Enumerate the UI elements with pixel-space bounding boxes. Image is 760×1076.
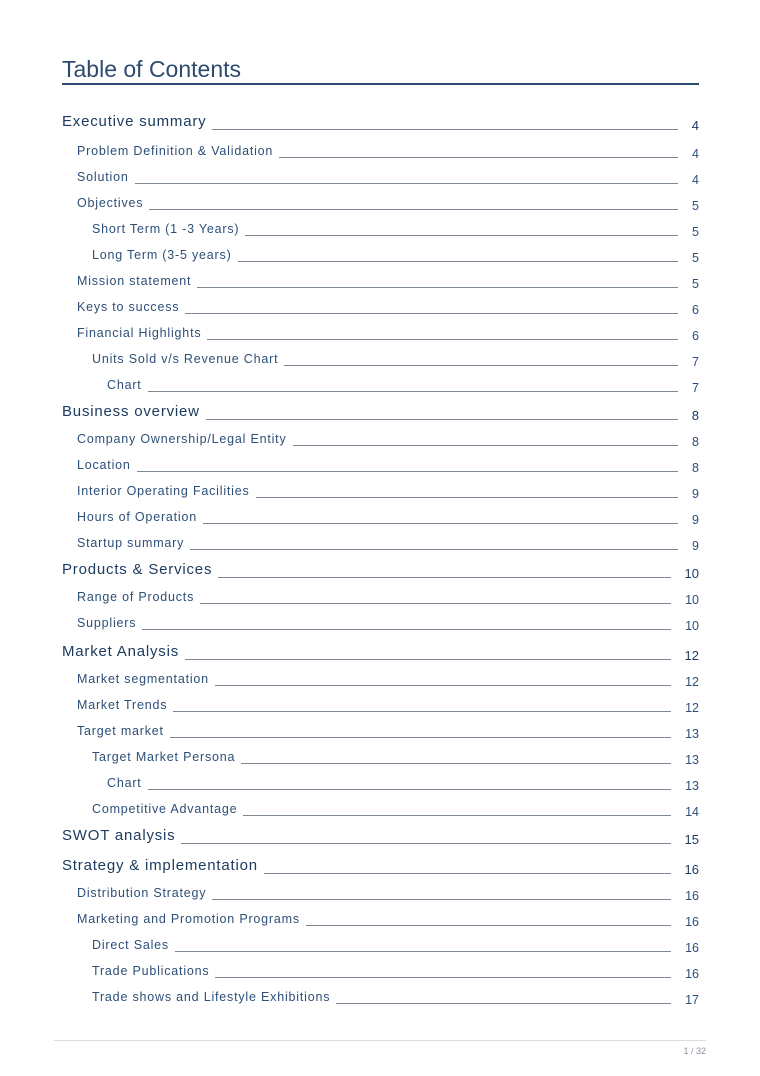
toc-page-number: 4 xyxy=(692,147,699,161)
toc-page-number: 16 xyxy=(685,889,699,903)
toc-leader-line xyxy=(241,763,671,764)
page-indicator: 1 / 32 xyxy=(683,1046,706,1056)
toc-entry[interactable] xyxy=(0,561,760,581)
toc-page-number: 7 xyxy=(692,355,699,369)
toc-entry[interactable] xyxy=(0,827,760,847)
toc-entry[interactable] xyxy=(0,857,760,877)
toc-entry[interactable] xyxy=(0,987,760,1007)
toc-leader-line xyxy=(238,261,678,262)
title-underline xyxy=(62,83,699,85)
toc-entry[interactable] xyxy=(0,455,760,475)
toc-page-number: 10 xyxy=(685,593,699,607)
toc-leader-line xyxy=(190,549,678,550)
toc-page-number: 13 xyxy=(685,727,699,741)
toc-entry[interactable] xyxy=(0,643,760,663)
toc-entry-label: Interior Operating Facilities xyxy=(77,484,250,498)
toc-entry[interactable] xyxy=(0,271,760,291)
toc-entry[interactable] xyxy=(0,721,760,741)
toc-page-number: 10 xyxy=(685,619,699,633)
toc-leader-line xyxy=(206,419,678,420)
toc-entry-label: Trade shows and Lifestyle Exhibitions xyxy=(92,990,331,1004)
toc-page-number: 4 xyxy=(691,118,699,133)
toc-page-number: 14 xyxy=(685,805,699,819)
toc-entry-label: Market segmentation xyxy=(77,672,209,686)
toc-entry[interactable] xyxy=(0,533,760,553)
toc-entry[interactable] xyxy=(0,961,760,981)
toc-leader-line xyxy=(218,577,671,578)
toc-leader-line xyxy=(181,843,671,844)
toc-entry-label: Company Ownership/Legal Entity xyxy=(77,432,287,446)
toc-entry-label: Strategy & implementation xyxy=(62,857,258,874)
toc-leader-line xyxy=(306,925,671,926)
toc-page-number: 4 xyxy=(692,173,699,187)
toc-leader-line xyxy=(243,815,671,816)
toc-entry-label: Direct Sales xyxy=(92,938,169,952)
toc-page-number: 6 xyxy=(692,303,699,317)
toc-leader-line xyxy=(148,391,678,392)
toc-entry-label: Mission statement xyxy=(77,274,192,288)
toc-entry[interactable] xyxy=(0,695,760,715)
toc-entry[interactable] xyxy=(0,613,760,633)
toc-entry[interactable] xyxy=(0,507,760,527)
toc-leader-line xyxy=(185,313,678,314)
toc-page-number: 13 xyxy=(685,753,699,767)
toc-leader-line xyxy=(200,603,671,604)
toc-entry-label: Market Trends xyxy=(77,698,168,712)
toc-entry[interactable] xyxy=(0,245,760,265)
toc-leader-line xyxy=(185,659,671,660)
toc-entry[interactable] xyxy=(0,669,760,689)
toc-leader-line xyxy=(264,873,671,874)
toc-leader-line xyxy=(135,183,678,184)
toc-page-number: 12 xyxy=(685,675,699,689)
toc-leader-line xyxy=(215,977,671,978)
toc-entry[interactable] xyxy=(0,773,760,793)
toc-page-number: 9 xyxy=(692,539,699,553)
toc-page-number: 5 xyxy=(692,225,699,239)
toc-entry[interactable] xyxy=(0,403,760,423)
page-title: Table of Contents xyxy=(62,56,242,82)
toc-entry[interactable] xyxy=(0,349,760,369)
toc-entry-label: Competitive Advantage xyxy=(92,802,238,816)
toc-entry-label: Financial Highlights xyxy=(77,326,202,340)
toc-page-number: 9 xyxy=(692,513,699,527)
toc-leader-line xyxy=(203,523,678,524)
toc-page-number: 12 xyxy=(684,648,699,663)
toc-page-number: 17 xyxy=(685,993,699,1007)
toc-entry-label: Long Term (3-5 years) xyxy=(92,248,232,262)
toc-entry-label: Marketing and Promotion Programs xyxy=(77,912,300,926)
toc-leader-line xyxy=(212,129,678,130)
toc-entry-label: Objectives xyxy=(77,196,144,210)
toc-page-number: 8 xyxy=(692,435,699,449)
toc-page-number: 16 xyxy=(685,915,699,929)
toc-entry[interactable] xyxy=(0,429,760,449)
toc-page-number: 10 xyxy=(684,566,699,581)
toc-page-number: 5 xyxy=(692,199,699,213)
toc-entry[interactable] xyxy=(0,883,760,903)
toc-entry[interactable] xyxy=(0,167,760,187)
toc-page-number: 8 xyxy=(691,408,699,423)
toc-entry-label: Business overview xyxy=(62,403,200,420)
toc-entry[interactable] xyxy=(0,481,760,501)
toc-entry-label: Hours of Operation xyxy=(77,510,198,524)
toc-entry-label: Products & Services xyxy=(62,561,213,578)
toc-page-number: 7 xyxy=(692,381,699,395)
toc-entry-label: Range of Products xyxy=(77,590,195,604)
toc-leader-line xyxy=(170,737,671,738)
toc-entry-label: Keys to success xyxy=(77,300,180,314)
toc-page-number: 5 xyxy=(692,251,699,265)
toc-entry-label: Trade Publications xyxy=(92,964,210,978)
toc-leader-line xyxy=(149,209,678,210)
toc-page-number: 8 xyxy=(692,461,699,475)
toc-entry-label: SWOT analysis xyxy=(62,827,176,844)
toc-leader-line xyxy=(207,339,678,340)
toc-leader-line xyxy=(148,789,671,790)
toc-entry[interactable] xyxy=(0,375,760,395)
toc-page-number: 16 xyxy=(685,941,699,955)
toc-entry-label: Startup summary xyxy=(77,536,185,550)
toc-entry-label: Chart xyxy=(107,776,142,790)
toc-page-number: 12 xyxy=(685,701,699,715)
toc-entry[interactable] xyxy=(0,909,760,929)
toc-entry[interactable] xyxy=(0,141,760,161)
toc-leader-line xyxy=(175,951,671,952)
toc-leader-line xyxy=(197,287,678,288)
toc-entry-label: Solution xyxy=(77,170,129,184)
toc-entry-label: Units Sold v/s Revenue Chart xyxy=(92,352,279,366)
toc-entry-label: Short Term (1 -3 Years) xyxy=(92,222,240,236)
toc-leader-line xyxy=(215,685,671,686)
toc-leader-line xyxy=(279,157,678,158)
toc-page-number: 16 xyxy=(684,862,699,877)
toc-page-number: 6 xyxy=(692,329,699,343)
toc-entry-label: Location xyxy=(77,458,131,472)
toc-entry[interactable] xyxy=(0,193,760,213)
toc-entry[interactable] xyxy=(0,113,760,133)
toc-leader-line xyxy=(336,1003,671,1004)
toc-page-number: 9 xyxy=(692,487,699,501)
toc-page-number: 15 xyxy=(684,832,699,847)
toc-leader-line xyxy=(173,711,671,712)
toc-leader-line xyxy=(256,497,678,498)
toc-entry-label: Market Analysis xyxy=(62,643,180,660)
toc-entry-label: Target market xyxy=(77,724,164,738)
toc-entry[interactable] xyxy=(0,219,760,239)
toc-entry-label: Executive summary xyxy=(62,113,207,130)
toc-leader-line xyxy=(137,471,678,472)
toc-entry[interactable] xyxy=(0,587,760,607)
toc-page-number: 16 xyxy=(685,967,699,981)
toc-entry-label: Target Market Persona xyxy=(92,750,236,764)
toc-entry[interactable] xyxy=(0,747,760,767)
toc-page-number: 5 xyxy=(692,277,699,291)
toc-entry[interactable] xyxy=(0,799,760,819)
toc-leader-line xyxy=(245,235,678,236)
toc-entry-label: Suppliers xyxy=(77,616,137,630)
toc-entry[interactable] xyxy=(0,323,760,343)
toc-entry[interactable] xyxy=(0,297,760,317)
footer-divider xyxy=(54,1040,706,1041)
toc-entry-label: Problem Definition & Validation xyxy=(77,144,274,158)
toc-leader-line xyxy=(284,365,678,366)
toc-leader-line xyxy=(293,445,678,446)
toc-entry[interactable] xyxy=(0,935,760,955)
toc-leader-line xyxy=(212,899,671,900)
toc-entry-label: Distribution Strategy xyxy=(77,886,207,900)
toc-entry-label: Chart xyxy=(107,378,142,392)
toc-leader-line xyxy=(142,629,671,630)
toc-page-number: 13 xyxy=(685,779,699,793)
